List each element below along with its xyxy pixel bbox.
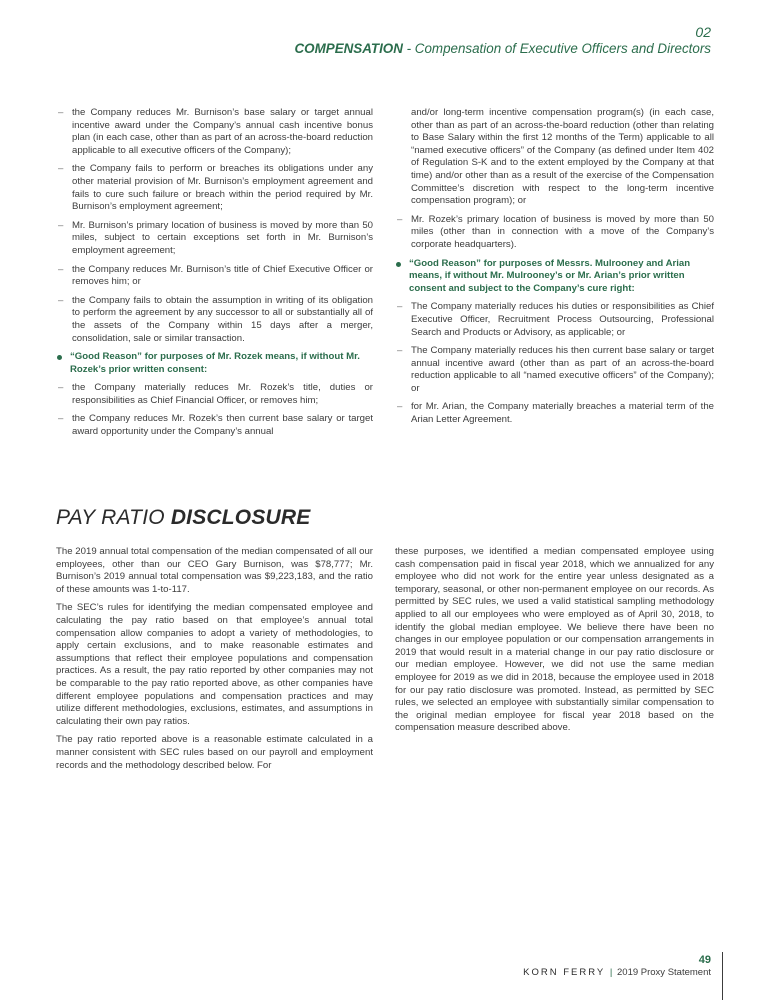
bullet-dot-icon [396,262,401,267]
list-item: – the Company materially reduces Mr. Rozek’s title, duties or responsibilities as Chief Financial Officer, or removes him; [56,382,373,407]
section-subtitle: - Compensation of Executive Officers and Directors [402,41,711,56]
paragraph: The pay ratio reported above is a reasonable estimate calculated in a manner consistent with SEC rules based on our payroll and employment records and the methodology described below. For [56,734,373,771]
rozek-good-reason-bullet [56,351,373,376]
left-column [56,107,373,445]
bullet-text: “Good Reason” for purposes of Messrs. Mulrooney and Arian means, if without Mr. Mulrooney’s or Mr. Arian’s prior written consent and subject to the Company’s cure right: [409,257,691,294]
pay-ratio-right-column [395,546,714,741]
list-item: – The Company materially reduces his duties or responsibilities as Chief Executive Officer, Recruitment Process Outsourcing, Professional Search and Products or Advisory, as applicable; or [395,301,714,339]
heading-regular: PAY RATIO [56,506,171,529]
list-item: – The Company materially reduces his then current base salary or target annual incentive award (other than as part of an across-the-board reduction applicable to all “named executive officers” of the Company); or [395,345,714,395]
bullet-text: “Good Reason” for purposes of Mr. Rozek means, if without Mr. Rozek’s prior written consent: [70,351,360,375]
list-item: – the Company reduces Mr. Rozek’s then current base salary or target award opportunity under the Company’s annual [56,413,373,438]
footer-separator: | [609,967,613,978]
list-item: – Mr. Burnison’s primary location of business is moved by more than 50 miles, subject to certain exceptions set forth in Mr. Burnison’s employment agreement; [56,220,373,258]
section-number: 02 [695,24,711,40]
section-header [295,41,711,56]
list-item: – the Company reduces Mr. Burnison’s base salary or target annual incentive award under the Company’s annual cash incentive bonus plan (in each case, other than as part of an across-the-board reduction applicable to all executive officers of the Company); [56,107,373,157]
pay-ratio-heading [56,506,311,530]
paragraph: these purposes, we identified a median compensated employee using cash compensation paid in fiscal year 2018, which we annualized for any employee who did not work for the entire year unless designated as a temporary, seasonal, or other non-permanent employee on our records. As permitted by SEC rules, we used a valid statistical sampling methodology applied to all our employees who were employed as of April 30, 2018, to identify the global median employee. We believe there have been no changes in our employee population or our compensation arrangements in 2019 that would result in a material change in our pay ratio disclosure or our median employee. However, we did not use the same median employee for 2019 as we did in 2018, because the employee used in 2018 for our pay ratio disclosure was promoted. Instead, as permitted by SEC rules, we selected an employee with substantially similar compensation to the original median employee for fiscal year 2018 based on the compensation measure described above. [395,546,714,734]
bullet-dot-icon [57,355,62,360]
list-item: – the Company fails to obtain the assumption in writing of its obligation to perform the agreement by any successor to all or substantially all of the assets of the Company within 15 days after a merger, consolidation, sale or similar transaction. [56,295,373,345]
list-item: – Mr. Rozek’s primary location of business is moved by more than 50 miles (other than in connection with a move of the Company’s corporate headquarters). [395,214,714,252]
continuation-text: and/or long-term incentive compensation program(s) (in each case, other than as part of an across-the-board reduction (other than relating to Base Salary within the first 12 months of the Term) applicable to all “named executive officers” of the Company (as defined under Item 402 of Regulation S-K and to the extent employed by the Company at that time) and/or other than as a result of the exercise of the Compensation Committee’s discretion with respect to the long-term incentive compensation program); or [411,107,714,207]
mulrooney-arian-good-reason-bullet [395,258,714,296]
page-number: 49 [698,954,711,966]
right-column [395,107,714,433]
brand-logo: KORN FERRY [523,967,606,978]
list-item: – for Mr. Arian, the Company materially breaches a material term of the Arian Letter Agreement. [395,401,714,426]
footer-divider [722,952,723,1000]
footer [523,967,711,978]
pay-ratio-left-column [56,546,373,778]
list-item: – the Company fails to perform or breaches its obligations under any other material provision of Mr. Burnison’s employment agreement and fails to cure such failure or breach within the period required by Mr. Burnison’s employment agreement; [56,163,373,213]
section-title: COMPENSATION [294,41,403,56]
list-item: – the Company reduces Mr. Burnison’s title of Chief Executive Officer or removes him; or [56,264,373,289]
document-title: 2019 Proxy Statement [617,967,711,978]
paragraph: The 2019 annual total compensation of the median compensated of all our employees, other than our CEO Gary Burnison, was $78,777; Mr. Burnison’s 2019 annual total compensation was $9,223,183, and the ratio of these amounts was 1-to-117. [56,546,373,595]
heading-bold: DISCLOSURE [170,506,311,529]
paragraph: The SEC’s rules for identifying the median compensated employee and calculating the pay ratio based on that employee’s annual total compensation allow companies to adopt a variety of methodologies, to apply certain exclusions, and to make reasonable estimates and assumptions that reflect their employee populations and compensation practices. As a result, the pay ratio reported by other companies may not be comparable to the pay ratio reported above, as other companies have different employee populations and compensation practices and may utilize different methodologies, exclusions, estimates, and assumptions in calculating their own pay ratios. [56,602,373,727]
